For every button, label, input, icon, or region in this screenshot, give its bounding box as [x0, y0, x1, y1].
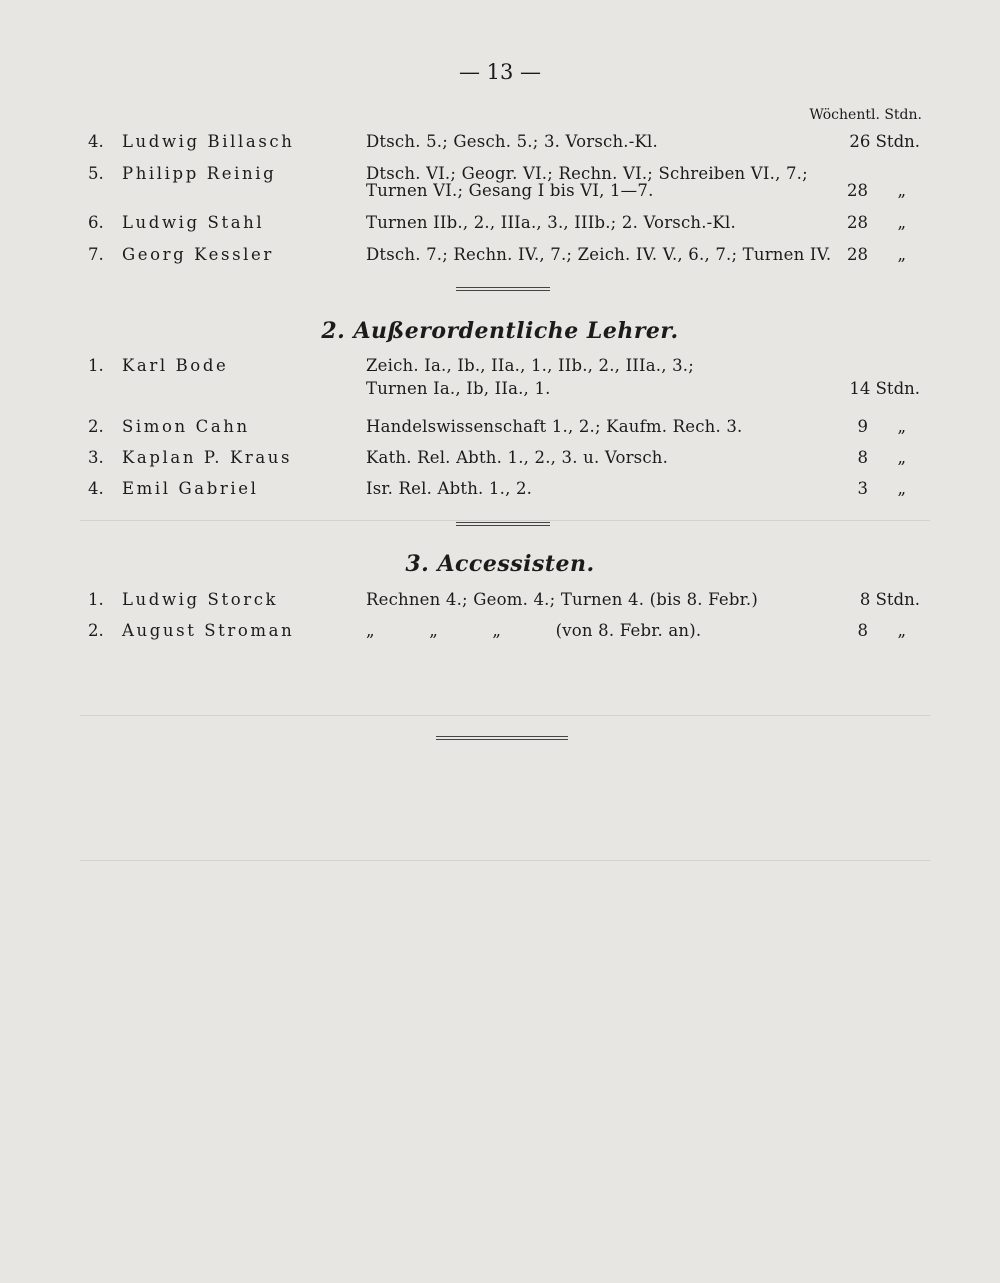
- row-number: 2.: [88, 621, 104, 640]
- teacher-subjects: Dtsch. 7.; Rechn. IV., 7.; Zeich. IV. V., 6., 7.; Turnen IV.: [366, 245, 832, 264]
- teacher-row: [0, 132, 1000, 156]
- teacher-name: Ludwig Billasch: [122, 132, 295, 151]
- weekly-hours: 8 Stdn.: [859, 590, 920, 609]
- teacher-row: [0, 479, 1000, 503]
- page-number: — 13 —: [458, 60, 542, 84]
- bleed-through-line: [80, 715, 930, 716]
- weekly-hours: 8: [857, 621, 868, 640]
- teacher-subjects: Dtsch. 5.; Gesch. 5.; 3. Vorsch.-Kl.: [366, 132, 658, 151]
- weekly-hours: 28: [847, 181, 868, 200]
- teacher-name: Simon Cahn: [122, 417, 250, 436]
- teacher-row: [0, 590, 1000, 614]
- teacher-name: Ludwig Stahl: [122, 213, 265, 232]
- row-number: 6.: [88, 213, 104, 232]
- ditto-mark: „: [897, 448, 906, 467]
- ditto-mark: „: [897, 213, 906, 232]
- teacher-name: Georg Kessler: [122, 245, 274, 264]
- teacher-name: Philipp Reinig: [122, 164, 277, 183]
- teacher-subjects: Kath. Rel. Abth. 1., 2., 3. u. Vorsch.: [366, 448, 669, 467]
- bleed-through-line: [80, 860, 930, 861]
- weekly-hours: 9: [857, 417, 868, 436]
- weekly-hours: 8: [857, 448, 868, 467]
- row-number: 1.: [88, 590, 104, 609]
- row-number: 1.: [88, 356, 104, 375]
- teacher-name: August Stroman: [122, 621, 295, 640]
- teacher-subjects: Isr. Rel. Abth. 1., 2.: [366, 479, 533, 498]
- teacher-row-continuation: [0, 181, 1000, 205]
- teacher-subjects: Dtsch. VI.; Geogr. VI.; Rechn. VI.; Schreiben VI., 7.;: [366, 164, 808, 183]
- ditto-mark: „: [897, 417, 906, 436]
- ditto-mark: „: [897, 621, 906, 640]
- weekly-hours: 3: [857, 479, 868, 498]
- section-divider: [456, 522, 550, 526]
- section-divider: [456, 287, 550, 291]
- teacher-subjects: „ „ „ (von 8. Febr. an).: [366, 621, 702, 640]
- ditto-mark: „: [897, 181, 906, 200]
- row-number: 5.: [88, 164, 104, 183]
- row-number: 7.: [88, 245, 104, 264]
- teacher-name: Ludwig Storck: [122, 590, 279, 609]
- row-number: 3.: [88, 448, 104, 467]
- section-heading: 2. Außerordentliche Lehrer.: [321, 318, 679, 344]
- teacher-row: [0, 621, 1000, 645]
- row-number: 2.: [88, 417, 104, 436]
- teacher-subjects: Turnen IIb., 2., IIIa., 3., IIIb.; 2. Vorsch.-Kl.: [366, 213, 736, 232]
- teacher-row: [0, 417, 1000, 441]
- teacher-row: [0, 448, 1000, 472]
- bleed-through-line: [80, 520, 930, 521]
- closing-rule: [436, 736, 568, 740]
- teacher-name: Kaplan P. Kraus: [122, 448, 293, 467]
- ditto-mark: „: [897, 245, 906, 264]
- weekly-hours: 28: [847, 213, 868, 232]
- ditto-mark: „: [897, 479, 906, 498]
- row-number: 4.: [88, 132, 104, 151]
- section-heading: 3. Accessisten.: [405, 551, 595, 577]
- teacher-subjects: Turnen Ia., Ib, IIa., 1.: [366, 379, 551, 398]
- row-number: 4.: [88, 479, 104, 498]
- teacher-name: Karl Bode: [122, 356, 229, 375]
- weekly-hours: 26 Stdn.: [849, 132, 920, 151]
- teacher-subjects: Rechnen 4.; Geom. 4.; Turnen 4. (bis 8. Febr.): [366, 590, 759, 609]
- teacher-subjects: Turnen VI.; Gesang I bis VI, 1—7.: [366, 181, 654, 200]
- teacher-subjects: Handelswissenschaft 1., 2.; Kaufm. Rech. 3.: [366, 417, 743, 436]
- teacher-subjects: Zeich. Ia., Ib., IIa., 1., IIb., 2., IIIa., 3.;: [366, 356, 694, 375]
- teacher-row: [0, 245, 1000, 269]
- weekly-hours: 28: [847, 245, 868, 264]
- teacher-row-continuation: [0, 379, 1000, 403]
- teacher-row: [0, 356, 1000, 380]
- teacher-name: Emil Gabriel: [122, 479, 259, 498]
- weekly-hours: 14 Stdn.: [849, 379, 920, 398]
- teacher-row: [0, 213, 1000, 237]
- column-header-weekly-hours: Wöchentl. Stdn.: [809, 107, 922, 123]
